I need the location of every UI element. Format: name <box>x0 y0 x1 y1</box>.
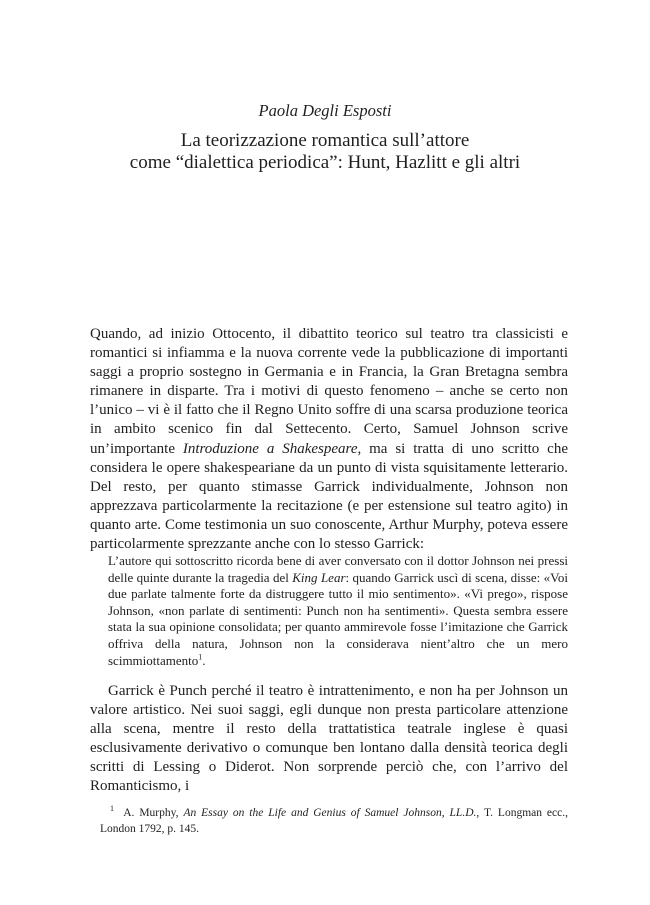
paragraph-1-text-b: , ma si tratta di uno scritto che considera le opere shakespeariane da un punto di vista squisitamente letterario. Del resto, per quanto stimasse Garrick individualmente, Johnson non apprezzava particolarmente la recitazione (e per estensione sul teatro agito) in quanto arte. Come testimonia un suo conoscente, Arthur Murphy, poteva essere particolarmente sprezzante anche con lo stesso Garrick: <box>90 440 568 553</box>
title-line-2: come “dialettica periodica”: Hunt, Hazlitt e gli altri <box>129 152 521 173</box>
footnote-reference[interactable]: 1 <box>198 652 203 662</box>
footnote-text-b: , T. Longman ecc., London 1792, p. 145. <box>100 807 568 835</box>
paragraph-1 <box>90 325 568 554</box>
article-title <box>0 130 650 174</box>
quote-text-a: L’autore qui sottoscritto ricorda bene di aver conversato con il dottor Johnson nei pressi delle quinte durante la tragedia del <box>108 553 568 585</box>
play-title-king-lear: King Lear <box>292 569 346 585</box>
quote-text-b: : quando Garrick uscì di scena, disse: «Voi due parlate talmente forte da distruggere tutto il mio sentimento». «Vi prego», rispose Johnson, «non parlate di sentimenti: Punch non ha sentimenti». Questa sembra essere stata la sua opinione consolidata; per quanto ammirevole fosse l’imitazione che Garrick offriva della natura, Johnson non la considerava nient’altro che un mero scimmiottamento <box>108 569 568 668</box>
paragraph-1-text-a: Quando, ad inizio Ottocento, il dibattito teorico sul teatro tra classicisti e romantici si infiamma e la nuova corrente vede la pubblicazione di importanti saggi a proprio sostegno in Germania e in Francia, la Gran Bretagna sembra rimanere in disparte. Tra i motivi di questo fenomeno – anche se certo non l’unico – vi è il fatto che il Regno Unito soffre di una scarsa produzione teorica in ambito scenico fin dal Settecento. Certo, Samuel Johnson scrive un’importante <box>90 326 568 457</box>
author-name: Paola Degli Esposti <box>258 101 392 120</box>
footnote-text-a: A. Murphy, <box>123 807 184 819</box>
block-quote <box>108 553 568 669</box>
footnote-book-title: An Essay on the Life and Genius of Samuel Johnson, LL.D. <box>183 807 477 819</box>
book-title-introduzione: Introduzione a Shakespeare <box>182 440 358 457</box>
title-line-1: La teorizzazione romantica sull’attore <box>180 130 470 151</box>
quote-end: . <box>202 652 206 668</box>
paragraph-2-text: Garrick è Punch perché il teatro è intrattenimento, e non ha per Johnson un valore artistico. Nei suoi saggi, egli dunque non presta particolare attenzione alla scena, mentre il resto della trattatistica teatrale inglese è quasi esclusivamente derivativo o comunque ben lontano dalla densità teorica degli scritti di Lessing o Diderot. Non sorprende perciò che, con l’arrivo del Romanticismo, i <box>90 683 568 795</box>
paragraph-2 <box>90 682 568 797</box>
footnote-number: 1 <box>110 804 114 814</box>
footnote <box>100 805 568 837</box>
